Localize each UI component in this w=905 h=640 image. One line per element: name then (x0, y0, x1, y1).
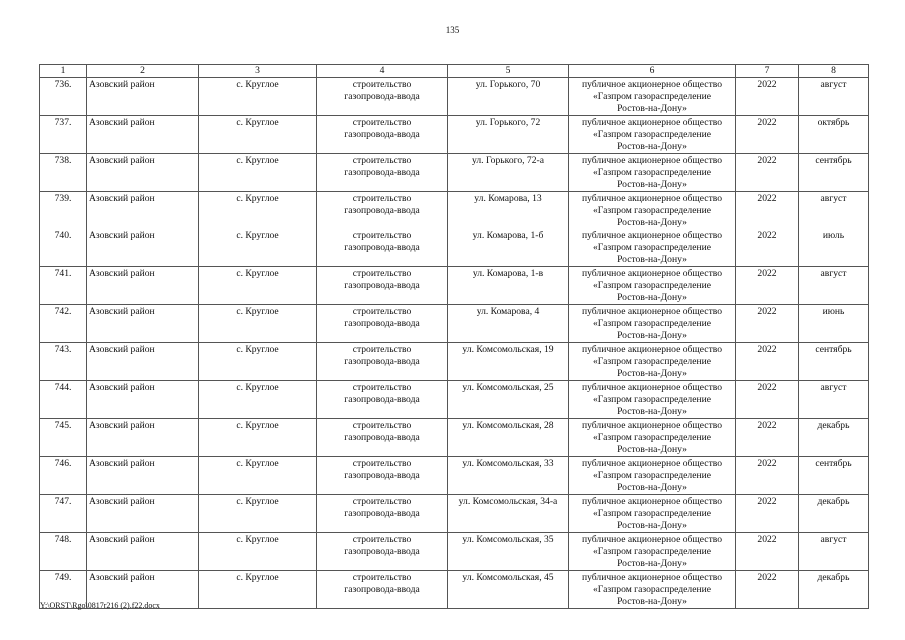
district: Азовский район (89, 79, 155, 90)
organization-line: публичное акционерное общество (581, 268, 723, 279)
work-type-line: строительство (352, 117, 412, 128)
organization-line: Ростов-на-Дону» (617, 141, 687, 152)
work-type-line: газопровода-ввода (344, 584, 420, 595)
district: Азовский район (89, 117, 155, 128)
table-row (40, 192, 869, 230)
organization-line: публичное акционерное общество (581, 382, 723, 393)
address-cell (448, 154, 569, 192)
organization-cell (569, 419, 736, 457)
organization-line: Ростов-на-Дону» (617, 217, 687, 228)
work-type-line: строительство (352, 79, 412, 90)
settlement: с. Круглое (236, 420, 279, 431)
settlement-cell (199, 381, 317, 419)
district: Азовский район (89, 344, 155, 355)
work-type-cell (317, 419, 448, 457)
organization-line: публичное акционерное общество (581, 534, 723, 545)
row-number: 743. (54, 344, 72, 355)
column-header: 6 (569, 65, 736, 78)
row-number: 741. (54, 268, 72, 279)
settlement: с. Круглое (236, 496, 279, 507)
address: ул. Комсомольская, 45 (462, 572, 554, 583)
row-number-cell (40, 267, 87, 305)
address: ул. Комсомольская, 34-а (458, 496, 558, 507)
year-cell (736, 533, 799, 571)
month-cell (799, 78, 869, 116)
work-type-cell (317, 154, 448, 192)
address-cell (448, 192, 569, 230)
address: ул. Комарова, 1-в (472, 268, 544, 279)
organization-line: Ростов-на-Дону» (617, 596, 687, 607)
footer-file-path: Y:\ORST\Rgo\0817r216 (2).f22.docx (40, 601, 160, 610)
month-cell (799, 571, 869, 609)
work-type-line: газопровода-ввода (344, 356, 420, 367)
organization-cell (569, 495, 736, 533)
table-row (40, 571, 869, 609)
month-cell (799, 116, 869, 154)
year-cell (736, 78, 799, 116)
settlement-cell (199, 116, 317, 154)
organization-line: «Газпром газораспределение (593, 584, 711, 595)
year: 2022 (757, 572, 777, 583)
settlement-cell (199, 229, 317, 267)
row-number: 747. (54, 496, 72, 507)
address: ул. Комарова, 13 (474, 193, 542, 204)
year-cell (736, 116, 799, 154)
work-type-line: строительство (352, 193, 412, 204)
work-type-line: строительство (352, 534, 412, 545)
work-type-cell (317, 533, 448, 571)
month: сентябрь (815, 458, 852, 469)
year: 2022 (757, 420, 777, 431)
organization-line: «Газпром газораспределение (593, 167, 711, 178)
row-number: 744. (54, 382, 72, 393)
work-type-line: строительство (352, 496, 412, 507)
work-type-line: строительство (352, 382, 412, 393)
row-number-cell (40, 229, 87, 267)
year-cell (736, 229, 799, 267)
year: 2022 (757, 382, 777, 393)
settlement-cell (199, 343, 317, 381)
work-type-line: строительство (352, 420, 412, 431)
month-cell (799, 154, 869, 192)
organization-line: Ростов-на-Дону» (617, 444, 687, 455)
district-cell (87, 116, 199, 154)
organization-cell (569, 533, 736, 571)
district: Азовский район (89, 193, 155, 204)
table-row (40, 305, 869, 343)
organization-line: «Газпром газораспределение (593, 508, 711, 519)
settlement-cell (199, 571, 317, 609)
month: сентябрь (815, 344, 852, 355)
work-type-line: газопровода-ввода (344, 167, 420, 178)
organization-line: публичное акционерное общество (581, 230, 723, 241)
row-number-cell (40, 343, 87, 381)
settlement-cell (199, 533, 317, 571)
district-cell (87, 78, 199, 116)
month-cell (799, 381, 869, 419)
row-number: 746. (54, 458, 72, 469)
organization-cell (569, 305, 736, 343)
address-cell (448, 78, 569, 116)
organization-line: «Газпром газораспределение (593, 205, 711, 216)
district-cell (87, 229, 199, 267)
row-number: 748. (54, 534, 72, 545)
settlement-cell (199, 78, 317, 116)
organization-line: публичное акционерное общество (581, 193, 723, 204)
table-row (40, 116, 869, 154)
organization-line: Ростов-на-Дону» (617, 179, 687, 190)
row-number-cell (40, 305, 87, 343)
year: 2022 (757, 117, 777, 128)
work-type-line: строительство (352, 230, 412, 241)
year: 2022 (757, 230, 777, 241)
organization-line: Ростов-на-Дону» (617, 368, 687, 379)
work-type-line: газопровода-ввода (344, 470, 420, 481)
organization-cell (569, 381, 736, 419)
organization-cell (569, 343, 736, 381)
settlement: с. Круглое (236, 155, 279, 166)
organization-line: Ростов-на-Дону» (617, 254, 687, 265)
address-cell (448, 343, 569, 381)
organization-line: «Газпром газораспределение (593, 280, 711, 291)
year-cell (736, 571, 799, 609)
month: июнь (822, 306, 845, 317)
work-type-cell (317, 343, 448, 381)
address-cell (448, 116, 569, 154)
month-cell (799, 495, 869, 533)
organization-line: «Газпром газораспределение (593, 91, 711, 102)
work-type-line: строительство (352, 344, 412, 355)
month: август (820, 268, 847, 279)
month-cell (799, 533, 869, 571)
district-cell (87, 533, 199, 571)
row-number-cell (40, 192, 87, 230)
organization-cell (569, 457, 736, 495)
work-type-line: газопровода-ввода (344, 546, 420, 557)
organization-line: публичное акционерное общество (581, 155, 723, 166)
address: ул. Горького, 70 (475, 79, 541, 90)
address-cell (448, 267, 569, 305)
organization-cell (569, 78, 736, 116)
work-type-line: строительство (352, 155, 412, 166)
settlement: с. Круглое (236, 572, 279, 583)
work-type-line: газопровода-ввода (344, 91, 420, 102)
table-row (40, 533, 869, 571)
row-number-cell (40, 381, 87, 419)
work-type-line: газопровода-ввода (344, 280, 420, 291)
district-cell (87, 381, 199, 419)
district: Азовский район (89, 572, 155, 583)
column-header: 3 (199, 65, 317, 78)
address: ул. Комарова, 1-б (472, 230, 544, 241)
organization-cell (569, 267, 736, 305)
work-type-cell (317, 381, 448, 419)
district-cell (87, 154, 199, 192)
address-cell (448, 495, 569, 533)
row-number-cell (40, 154, 87, 192)
table-row (40, 343, 869, 381)
year-cell (736, 419, 799, 457)
year-cell (736, 267, 799, 305)
year-cell (736, 457, 799, 495)
year-cell (736, 305, 799, 343)
year-cell (736, 343, 799, 381)
year-cell (736, 192, 799, 230)
organization-cell (569, 571, 736, 609)
address: ул. Горького, 72-а (472, 155, 544, 166)
month: июль (822, 230, 845, 241)
month: сентябрь (815, 155, 852, 166)
organization-cell (569, 154, 736, 192)
column-header: 7 (736, 65, 799, 78)
organization-line: публичное акционерное общество (581, 344, 723, 355)
organization-line: «Газпром газораспределение (593, 546, 711, 557)
work-type-cell (317, 495, 448, 533)
month: декабрь (817, 572, 850, 583)
district: Азовский район (89, 496, 155, 507)
year: 2022 (757, 534, 777, 545)
month-cell (799, 229, 869, 267)
column-header: 2 (87, 65, 199, 78)
year: 2022 (757, 155, 777, 166)
column-header: 4 (317, 65, 448, 78)
row-number: 738. (54, 155, 72, 166)
organization-line: Ростов-на-Дону» (617, 520, 687, 531)
address: ул. Комарова, 4 (476, 306, 540, 317)
organization-line: публичное акционерное общество (581, 420, 723, 431)
month-cell (799, 267, 869, 305)
table-row (40, 419, 869, 457)
address-cell (448, 229, 569, 267)
month-cell (799, 343, 869, 381)
district-cell (87, 192, 199, 230)
district: Азовский район (89, 458, 155, 469)
settlement-cell (199, 192, 317, 230)
district: Азовский район (89, 382, 155, 393)
settlement-cell (199, 419, 317, 457)
column-header: 8 (799, 65, 869, 78)
table-row (40, 381, 869, 419)
organization-line: публичное акционерное общество (581, 117, 723, 128)
settlement: с. Круглое (236, 230, 279, 241)
page-number: 135 (445, 25, 460, 35)
organization-line: публичное акционерное общество (581, 79, 723, 90)
month-cell (799, 419, 869, 457)
settlement: с. Круглое (236, 534, 279, 545)
month: август (820, 79, 847, 90)
month: август (820, 534, 847, 545)
table-row (40, 78, 869, 116)
month-cell (799, 457, 869, 495)
settlement: с. Круглое (236, 382, 279, 393)
year-cell (736, 154, 799, 192)
organization-line: Ростов-на-Дону» (617, 292, 687, 303)
row-number: 745. (54, 420, 72, 431)
work-type-cell (317, 571, 448, 609)
row-number-cell (40, 78, 87, 116)
district-cell (87, 419, 199, 457)
address: ул. Горького, 72 (475, 117, 541, 128)
organization-line: публичное акционерное общество (581, 306, 723, 317)
settlement: с. Круглое (236, 117, 279, 128)
row-number: 740. (54, 230, 72, 241)
year: 2022 (757, 344, 777, 355)
gasification-schedule-table (39, 64, 869, 609)
work-type-line: строительство (352, 458, 412, 469)
year: 2022 (757, 496, 777, 507)
organization-line: публичное акционерное общество (581, 572, 723, 583)
work-type-cell (317, 192, 448, 230)
settlement: с. Круглое (236, 344, 279, 355)
month-cell (799, 192, 869, 230)
table-row (40, 229, 869, 267)
district-cell (87, 305, 199, 343)
year: 2022 (757, 79, 777, 90)
work-type-cell (317, 229, 448, 267)
organization-line: Ростов-на-Дону» (617, 103, 687, 114)
row-number: 739. (54, 193, 72, 204)
settlement: с. Круглое (236, 193, 279, 204)
address: ул. Комсомольская, 35 (462, 534, 554, 545)
table-row (40, 495, 869, 533)
row-number-cell (40, 116, 87, 154)
row-number-cell (40, 419, 87, 457)
address: ул. Комсомольская, 33 (462, 458, 554, 469)
row-number: 737. (54, 117, 72, 128)
district: Азовский район (89, 155, 155, 166)
work-type-line: строительство (352, 306, 412, 317)
district-cell (87, 457, 199, 495)
row-number-cell (40, 457, 87, 495)
month: декабрь (817, 496, 850, 507)
settlement: с. Круглое (236, 268, 279, 279)
settlement-cell (199, 495, 317, 533)
row-number: 749. (54, 572, 72, 583)
month: август (820, 193, 847, 204)
address-cell (448, 381, 569, 419)
settlement: с. Круглое (236, 458, 279, 469)
row-number-cell (40, 533, 87, 571)
organization-cell (569, 229, 736, 267)
column-header: 5 (448, 65, 569, 78)
row-number-cell (40, 495, 87, 533)
address-cell (448, 571, 569, 609)
settlement-cell (199, 305, 317, 343)
organization-line: Ростов-на-Дону» (617, 406, 687, 417)
settlement-cell (199, 267, 317, 305)
organization-line: «Газпром газораспределение (593, 394, 711, 405)
month-cell (799, 305, 869, 343)
address: ул. Комсомольская, 25 (462, 382, 554, 393)
district: Азовский район (89, 534, 155, 545)
work-type-cell (317, 457, 448, 495)
year: 2022 (757, 193, 777, 204)
settlement-cell (199, 457, 317, 495)
year: 2022 (757, 306, 777, 317)
organization-line: Ростов-на-Дону» (617, 330, 687, 341)
organization-line: «Газпром газораспределение (593, 318, 711, 329)
column-number-row (40, 65, 869, 78)
organization-line: публичное акционерное общество (581, 458, 723, 469)
district: Азовский район (89, 306, 155, 317)
organization-line: «Газпром газораспределение (593, 470, 711, 481)
settlement: с. Круглое (236, 306, 279, 317)
year: 2022 (757, 268, 777, 279)
work-type-cell (317, 78, 448, 116)
district-cell (87, 267, 199, 305)
district-cell (87, 343, 199, 381)
year-cell (736, 381, 799, 419)
address: ул. Комсомольская, 19 (462, 344, 554, 355)
table-row (40, 267, 869, 305)
organization-line: Ростов-на-Дону» (617, 482, 687, 493)
work-type-line: строительство (352, 268, 412, 279)
organization-line: «Газпром газораспределение (593, 432, 711, 443)
organization-line: Ростов-на-Дону» (617, 558, 687, 569)
settlement: с. Круглое (236, 79, 279, 90)
address-cell (448, 419, 569, 457)
column-header: 1 (40, 65, 87, 78)
work-type-line: газопровода-ввода (344, 508, 420, 519)
organization-line: «Газпром газораспределение (593, 242, 711, 253)
work-type-line: строительство (352, 572, 412, 583)
organization-cell (569, 116, 736, 154)
work-type-line: газопровода-ввода (344, 242, 420, 253)
settlement-cell (199, 154, 317, 192)
district: Азовский район (89, 420, 155, 431)
work-type-line: газопровода-ввода (344, 394, 420, 405)
address: ул. Комсомольская, 28 (462, 420, 554, 431)
district: Азовский район (89, 230, 155, 241)
row-number: 742. (54, 306, 72, 317)
year-cell (736, 495, 799, 533)
table-row (40, 457, 869, 495)
month: декабрь (817, 420, 850, 431)
work-type-line: газопровода-ввода (344, 432, 420, 443)
work-type-cell (317, 305, 448, 343)
address-cell (448, 533, 569, 571)
organization-line: публичное акционерное общество (581, 496, 723, 507)
month: август (820, 382, 847, 393)
organization-line: «Газпром газораспределение (593, 356, 711, 367)
table-row (40, 154, 869, 192)
work-type-line: газопровода-ввода (344, 205, 420, 216)
row-number: 736. (54, 79, 72, 90)
organization-cell (569, 192, 736, 230)
month: октябрь (817, 117, 850, 128)
organization-line: «Газпром газораспределение (593, 129, 711, 140)
address-cell (448, 457, 569, 495)
work-type-cell (317, 116, 448, 154)
district-cell (87, 495, 199, 533)
year: 2022 (757, 458, 777, 469)
work-type-cell (317, 267, 448, 305)
district: Азовский район (89, 268, 155, 279)
address-cell (448, 305, 569, 343)
work-type-line: газопровода-ввода (344, 318, 420, 329)
work-type-line: газопровода-ввода (344, 129, 420, 140)
